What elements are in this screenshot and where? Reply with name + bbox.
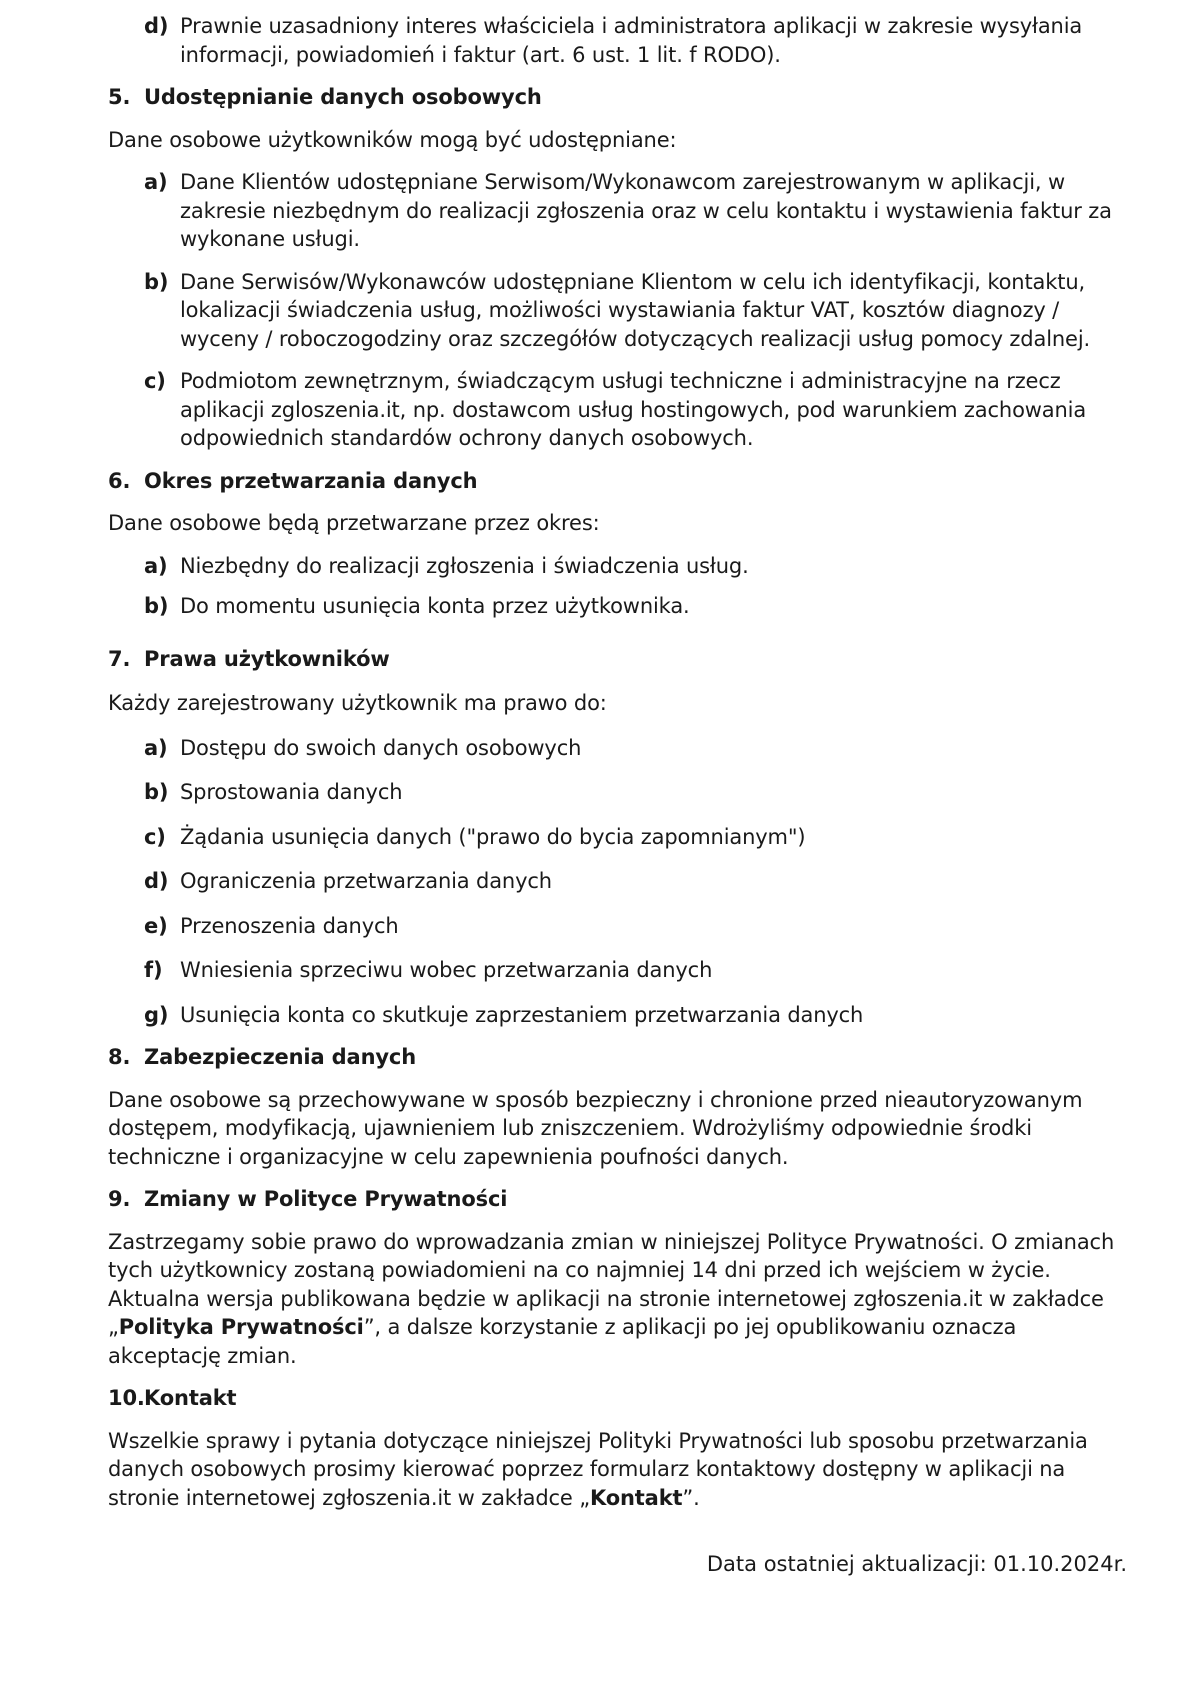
item-text: Dane Serwisów/Wykonawców udostępniane Klientom w celu ich identyfikacji, kontaktu, lokalizacji świadczenia usług, możliwości wystawiania faktur VAT, kosztów diagnozy / wyceny / roboczogodziny oraz szczegółów dotyczących realizacji usług pomocy zdalnej. (180, 269, 1091, 351)
list-item (108, 867, 1128, 896)
list-item (108, 367, 1128, 453)
section-body: Dane osobowe są przechowywane w sposób bezpieczny i chronione przed nieautoryzowanym dostępem, modyfikacją, ujawnieniem lub zniszczeniem. Wdrożyliśmy odpowiednie środki techniczne i organizacyjne w celu zapewnienia poufności danych. (108, 1087, 1083, 1169)
section-number: 6. (108, 468, 131, 493)
list-item (108, 268, 1128, 354)
section-title: Udostępnianie danych osobowych (144, 85, 542, 109)
list-item (108, 778, 1128, 807)
item-text: Dane Klientów udostępniane Serwisom/Wykonawcom zarejestrowanym w aplikacji, w zakresie niezbędnym do realizacji zgłoszenia oraz w celu kontaktu i wystawienia faktur za wykonane usługi. (180, 170, 1112, 251)
section-number: 7. (108, 646, 131, 671)
section-number: 10. (108, 1386, 145, 1410)
section-body (108, 1228, 1128, 1371)
item-label: b) (144, 780, 169, 804)
item-label: g) (144, 1002, 169, 1027)
section-number: 8. (108, 1045, 131, 1069)
item-text: Prawnie uzasadniony interes właściciela i administratora aplikacji w zakresie wysyłania informacji, powiadomień i faktur (art. 6 ust. 1 lit. f RODO). (180, 14, 1083, 67)
list-item (108, 956, 1128, 985)
item-label: a) (144, 735, 168, 760)
section-title: Kontakt (144, 1386, 237, 1410)
body-text: Zastrzegamy sobie prawo do wprowadzania zmian w niniejszej Polityce Prywatności. O zmianach tych użytkownicy zostaną powiadomieni na co najmniej 14 dni przed ich wejściem w życie. Aktualna wersja publikowana będzie w aplikacji na stronie internetowej zgłoszenia.it w zakładce „ (108, 1229, 1115, 1339)
item-text: Żądania usunięcia danych ("prawo do bycia zapomnianym") (180, 824, 806, 849)
section-heading-6 (108, 467, 1128, 496)
section-title: Prawa użytkowników (144, 646, 390, 671)
item-text: Przenoszenia danych (180, 913, 399, 938)
section-heading-7 (108, 645, 1128, 674)
section-heading-5 (108, 83, 1128, 112)
item-label: f) (144, 958, 163, 982)
section-title: Zmiany w Polityce Prywatności (144, 1187, 508, 1211)
section-body (108, 1427, 1128, 1513)
section-number: 9. (108, 1187, 131, 1211)
list-item (108, 12, 1128, 69)
item-text: Do momentu usunięcia konta przez użytkownika. (180, 594, 690, 618)
section-heading-8 (108, 1043, 1128, 1072)
item-text: Usunięcia konta co skutkuje zaprzestaniem przetwarzania danych (180, 1002, 864, 1027)
item-label: b) (144, 594, 169, 618)
section-number: 5. (108, 85, 131, 109)
item-text: Wniesienia sprzeciwu wobec przetwarzania danych (180, 958, 713, 982)
item-text: Sprostowania danych (180, 780, 403, 804)
item-text: Ograniczenia przetwarzania danych (180, 869, 552, 893)
section-title: Zabezpieczenia danych (144, 1045, 417, 1069)
body-text: ”. (682, 1485, 700, 1510)
item-text: Podmiotom zewnętrznym, świadczącym usługi techniczne i administracyjne na rzecz aplikacji zgloszenia.it, np. dostawcom usług hostingowych, pod warunkiem zachowania odpowiednich standardów ochrony danych osobowych. (180, 369, 1087, 450)
list-item (108, 168, 1128, 254)
section-lead: Każdy zarejestrowany użytkownik ma prawo do: (108, 691, 607, 715)
item-label: e) (144, 913, 168, 938)
item-label: d) (144, 869, 169, 893)
body-bold-text: Kontakt (589, 1485, 683, 1510)
section-heading-10 (108, 1384, 1128, 1413)
item-label: c) (144, 369, 166, 393)
section-lead: Dane osobowe będą przetwarzane przez okres: (108, 511, 600, 535)
list-item (108, 823, 1128, 852)
section-title: Okres przetwarzania danych (144, 468, 478, 493)
body-bold-text: Polityka Prywatności (118, 1315, 364, 1339)
section-lead: Dane osobowe użytkowników mogą być udostępniane: (108, 127, 677, 152)
item-label: c) (144, 824, 166, 849)
last-update-date: Data ostatniej aktualizacji: 01.10.2024r. (706, 1552, 1127, 1576)
item-label: a) (144, 170, 168, 194)
section-heading-9 (108, 1185, 1128, 1214)
item-label: d) (144, 14, 169, 38)
item-text: Dostępu do swoich danych osobowych (180, 735, 582, 760)
list-item (108, 1001, 1128, 1030)
list-item (108, 912, 1128, 941)
item-text: Niezbędny do realizacji zgłoszenia i świadczenia usług. (180, 553, 749, 578)
body-text: Wszelkie sprawy i pytania dotyczące niniejszej Polityki Prywatności lub sposobu przetwarzania danych osobowych prosimy kierować poprzez formularz kontaktowy dostępny w aplikacji na stronie internetowej zgłoszenia.it w zakładce „ (108, 1428, 1088, 1510)
body-text: ”, a dalsze korzystanie z aplikacji po jej opublikowaniu oznacza akceptację zmian. (108, 1315, 1017, 1368)
document-page (108, 12, 1128, 1512)
item-label: b) (144, 269, 169, 294)
list-item (108, 734, 1128, 763)
list-item (108, 552, 1128, 581)
list-item (108, 592, 1128, 621)
item-label: a) (144, 553, 168, 578)
